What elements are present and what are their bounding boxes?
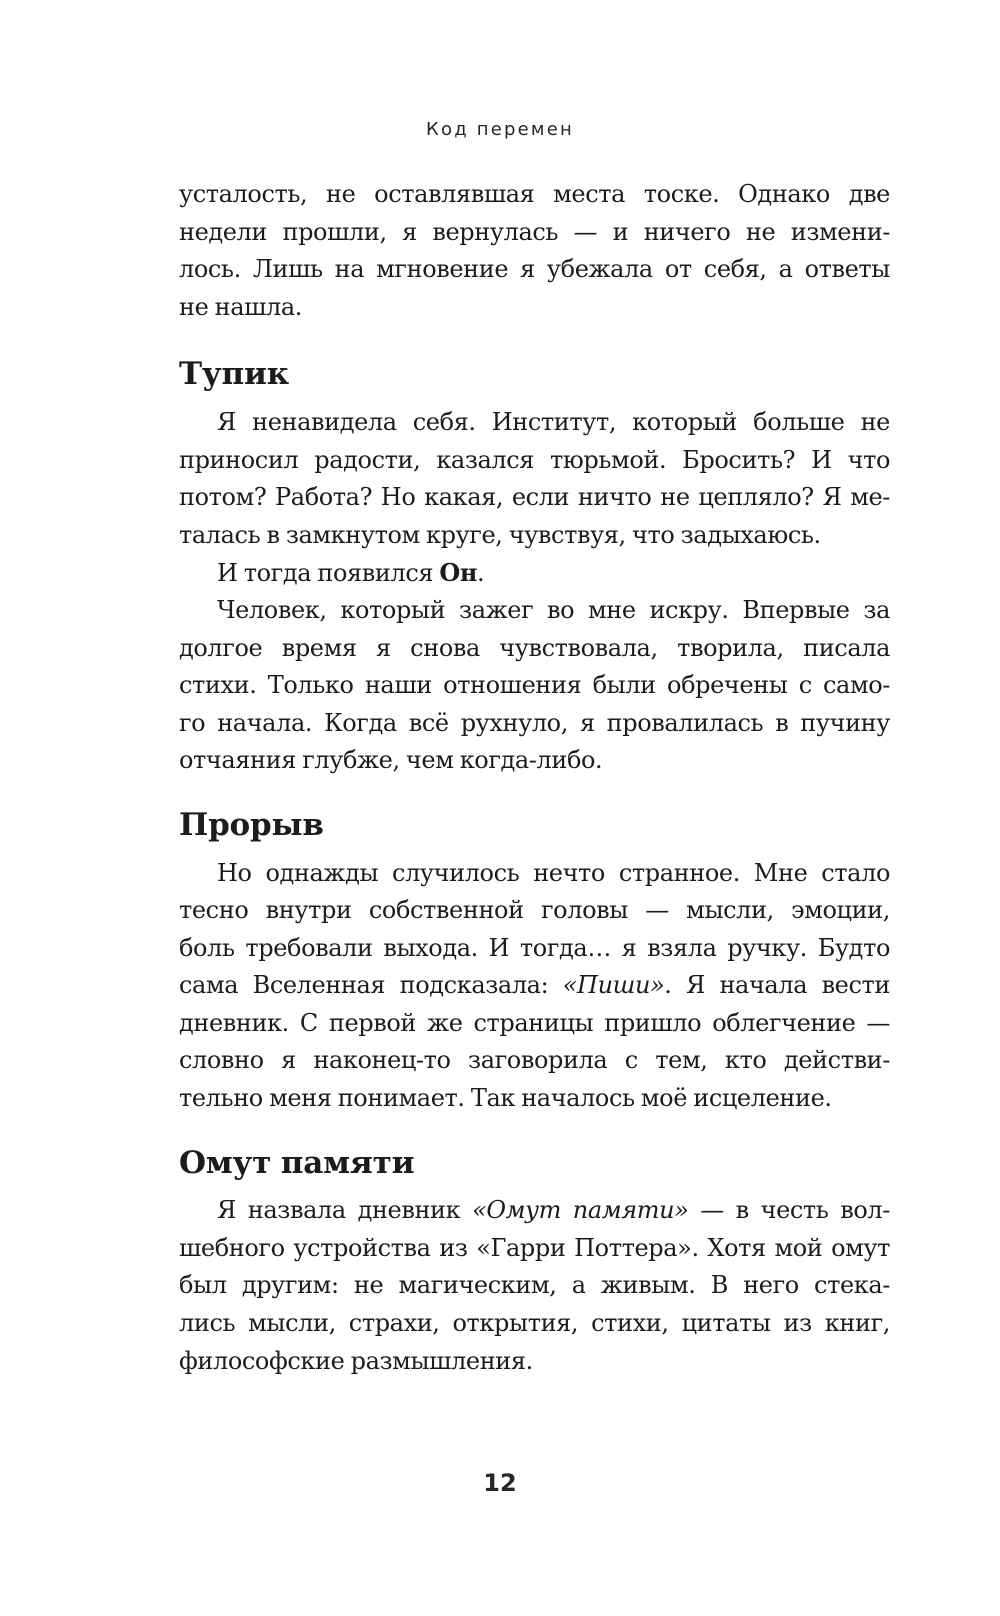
text-run: . [477, 559, 485, 588]
paragraph [179, 404, 890, 554]
section-heading-tupik: Тупик [179, 356, 289, 393]
text-line: дневник. С первой же страницы пришло облегчение — [179, 1008, 890, 1037]
bold-text-on: Он [439, 558, 478, 588]
text-line: отчаяния глубже, чем когда-либо. [179, 746, 603, 775]
text-line: долгое время я снова чувствовала, творила, писала [179, 633, 890, 662]
running-head: Код перемен [426, 119, 574, 140]
text-line [179, 967, 890, 1005]
text-line: стихи. Только наши отношения были обречены с само- [179, 671, 890, 700]
text-line: потом? Работа? Но какая, если ничто не цепляло? Я ме- [179, 483, 890, 512]
page-body [179, 176, 890, 1380]
text-line: лось. Лишь на мгновение я убежала от себя, а ответы [179, 255, 890, 284]
paragraph [179, 1192, 890, 1380]
text-line: Человек, который зажег во мне искру. Впервые за [217, 595, 890, 624]
text-line [179, 1192, 890, 1230]
text-line: философские размышления. [179, 1346, 533, 1375]
text-line: не нашла. [179, 292, 303, 321]
text-line: был другим: не магическим, а живым. В него стека- [179, 1271, 890, 1300]
section-heading-proryv: Прорыв [179, 806, 324, 843]
text-line: словно я наконец-то заговорила с тем, кто действи- [179, 1046, 890, 1075]
text-run: . Я начала вести [664, 971, 891, 1000]
text-line: усталость, не оставлявшая места тоске. Однако две [179, 180, 890, 208]
text-run: — в честь вол- [688, 1196, 890, 1225]
paragraph [179, 855, 890, 1118]
text-line: тельно меня понимает. Так началось моё исцеление. [179, 1084, 832, 1113]
text-line: боль требовали выхода. И тогда… я взяла ручку. Будто [179, 933, 890, 962]
text-line: шебного устройства из «Гарри Поттера». Хотя мой омут [179, 1233, 890, 1262]
text-line: лись мысли, страхи, открытия, стихи, цитаты из книг, [179, 1309, 890, 1338]
italic-text-omut-pamyati: «Омут памяти» [472, 1196, 689, 1225]
page-number: 12 [483, 1469, 517, 1497]
paragraph [179, 592, 890, 780]
paragraph [179, 554, 890, 592]
text-line: приносил радости, казался тюрьмой. Бросить? И что [179, 445, 890, 474]
text-line: Но однажды случилось нечто странное. Мне стало [217, 858, 890, 887]
text-line: талась в замкнутом круге, чувствуя, что задыхаюсь. [179, 520, 821, 549]
text-run: И тогда появился [217, 559, 440, 588]
paragraph-intro [179, 176, 890, 326]
text-line: недели прошли, я вернулась — и ничего не измени- [179, 217, 890, 246]
italic-text-pishi: «Пиши» [562, 971, 665, 1000]
text-run: Я назвала дневник [217, 1196, 473, 1225]
section-heading-omut-pamyati: Омут памяти [179, 1144, 415, 1181]
text-run: сама Вселенная подсказала: [179, 971, 563, 1000]
text-line: Я ненавидела себя. Институт, который больше не [217, 407, 890, 436]
text-line [179, 554, 890, 592]
text-line: го начала. Когда всё рухнуло, я провалилась в пучину [179, 708, 890, 737]
text-line: тесно внутри собственной головы — мысли, эмоции, [179, 896, 890, 925]
